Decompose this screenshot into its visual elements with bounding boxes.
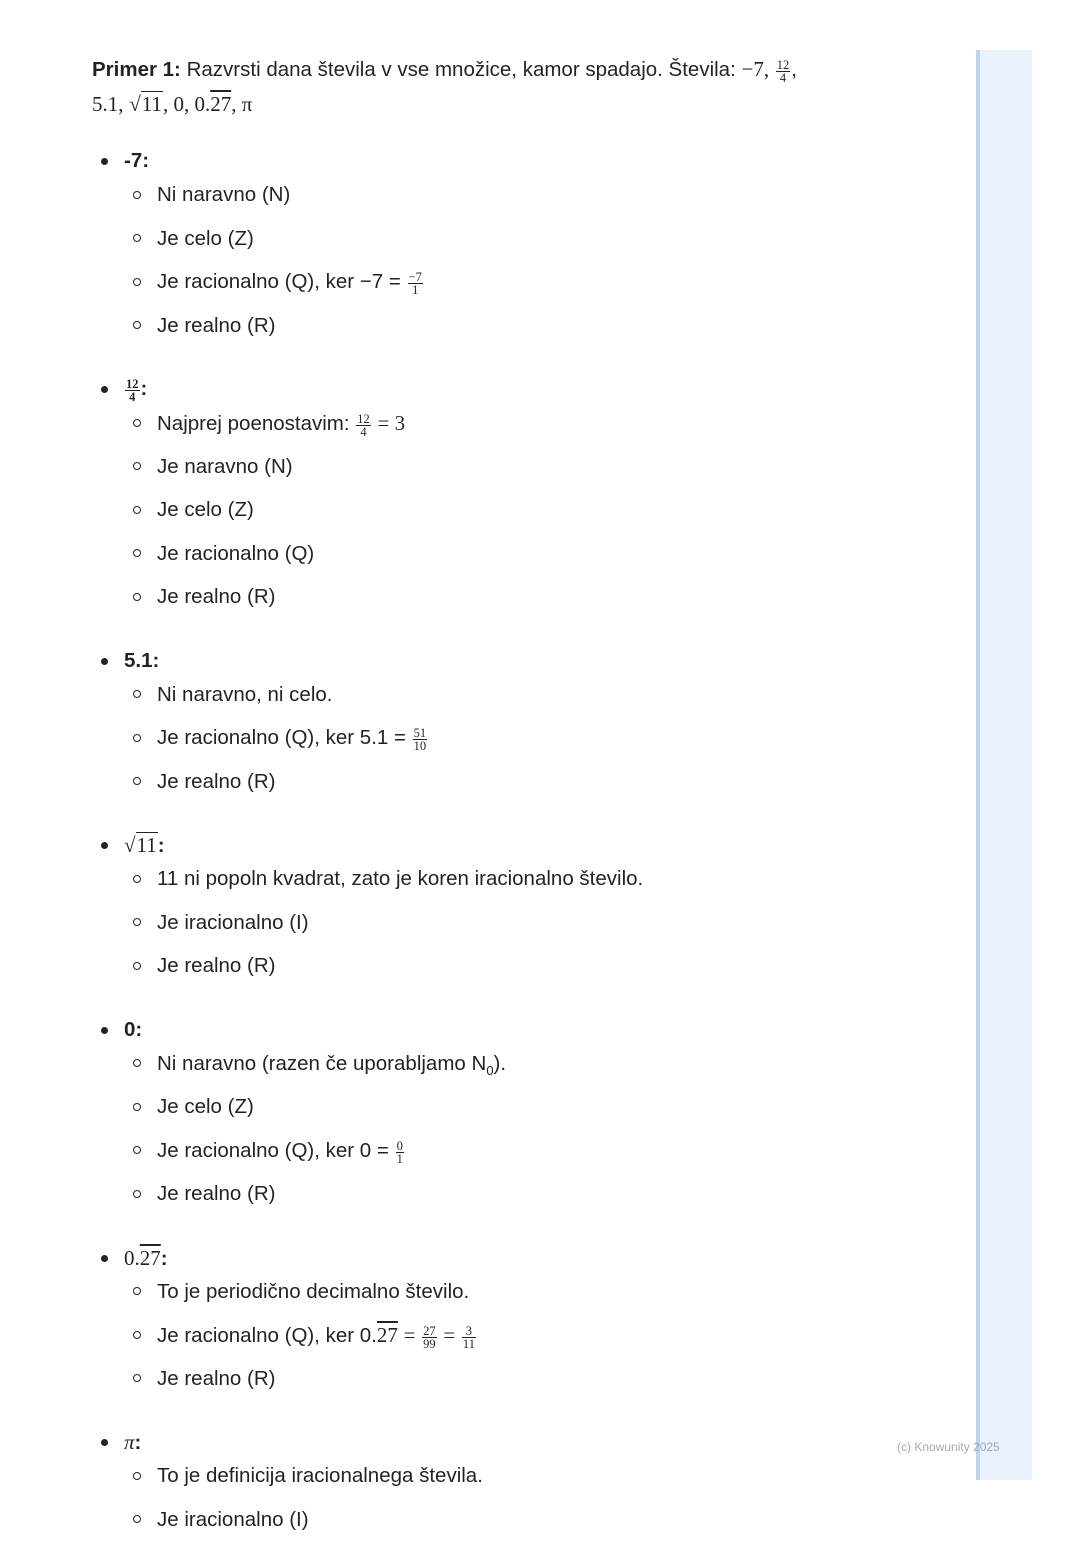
list-item	[92, 222, 952, 266]
list-item	[92, 1090, 952, 1134]
section-5-1	[92, 646, 952, 809]
item-text: Ni naravno (N)	[157, 183, 291, 206]
equals-sign: =	[443, 1323, 456, 1347]
section-12-over-4	[92, 374, 952, 624]
sqrt-11: √11	[129, 92, 162, 116]
fraction	[396, 1140, 404, 1165]
item-text: ).	[493, 1051, 507, 1075]
item-text: Je realno (R)	[157, 769, 276, 793]
item-text: Ni naravno (razen če uporabljamo N	[157, 1051, 487, 1075]
fraction-numerator: 12	[126, 377, 139, 391]
sqrt-radicand: 11	[141, 92, 162, 116]
list-item	[92, 178, 952, 222]
list-item	[92, 1459, 952, 1503]
item-text: Je celo (Z)	[157, 498, 254, 521]
sqrt-11: √11	[124, 833, 157, 857]
list-item	[92, 1177, 952, 1221]
item-math: = 3	[377, 411, 406, 435]
number-list-c: , 0, 0.	[162, 92, 211, 116]
repeating-digits: 27	[376, 1323, 398, 1347]
item-text: Je iracionalno (I)	[157, 1507, 309, 1531]
section-heading: 0.27:	[92, 1243, 952, 1273]
fraction-denominator: 99	[423, 1337, 436, 1351]
fraction-numerator: 27	[423, 1324, 436, 1338]
fraction-denominator: 10	[413, 739, 427, 753]
section-zero	[92, 1015, 952, 1221]
fraction	[356, 413, 371, 438]
section-pi	[92, 1427, 952, 1546]
decimal-prefix: 0.	[124, 1245, 140, 1270]
item-text: Je racionalno (Q)	[157, 541, 315, 565]
subscript: 0	[486, 1062, 494, 1078]
list-item	[92, 406, 952, 450]
list-item	[92, 721, 952, 765]
item-text: Je celo (Z)	[157, 226, 254, 250]
right-margin-panel	[976, 50, 1032, 1480]
fraction	[422, 1325, 437, 1350]
list-item	[92, 949, 952, 993]
repeating-digits: 27	[139, 1245, 161, 1270]
list-item	[92, 1275, 952, 1319]
item-text: Je racionalno (Q), ker 5.1 =	[157, 726, 406, 749]
list-item	[92, 1134, 952, 1178]
list-item	[92, 678, 952, 722]
item-text: Je realno (R)	[157, 1182, 276, 1205]
fraction-denominator: 1	[396, 1151, 403, 1166]
number-list-d: , π	[231, 92, 253, 116]
fraction-numerator: 12	[776, 58, 790, 72]
section-heading: $\frac{12}{4}$ :	[92, 374, 952, 404]
fraction-numerator: 0	[396, 1138, 403, 1153]
fraction	[408, 271, 423, 296]
list-item	[92, 309, 952, 353]
repeating-digits: 27	[210, 92, 232, 116]
fraction	[125, 378, 140, 403]
item-text: Je iracionalno (I)	[157, 910, 309, 934]
item-text: Ni naravno, ni celo.	[157, 682, 333, 706]
item-text: Je realno (R)	[157, 954, 276, 977]
section-heading: 0:	[92, 1015, 952, 1045]
equals-sign: =	[403, 1323, 416, 1347]
copyright-notice: (c) Knowunity 2025	[897, 1440, 1000, 1454]
list-item	[92, 493, 952, 537]
list-item	[92, 765, 952, 809]
fraction-denominator: 4	[129, 390, 136, 404]
section-heading: √11:	[92, 830, 952, 860]
list-item	[92, 265, 952, 309]
fraction-numerator: 3	[462, 1325, 476, 1338]
fraction-denominator: 11	[462, 1337, 475, 1351]
list-item	[92, 537, 952, 581]
sqrt-radicand: 11	[136, 833, 157, 857]
list-item	[92, 1047, 952, 1091]
item-text: Je racionalno (Q), ker 0.	[157, 1324, 377, 1347]
example-label: Primer 1:	[92, 58, 181, 81]
fraction-numerator: 12	[357, 412, 370, 426]
example-instruction: Razvrsti dana števila v vse množice, kamor spadajo. Števila:	[186, 58, 736, 81]
item-text: Je realno (R)	[157, 585, 276, 608]
item-text: Je racionalno (Q), ker 0 =	[157, 1138, 389, 1162]
fraction-numerator: 51	[413, 726, 427, 740]
number-list-a: −7,	[741, 57, 770, 81]
fraction-numerator: −7	[408, 270, 422, 284]
number-list-b: 5.1,	[92, 92, 124, 116]
item-text: Je celo (Z)	[157, 1095, 254, 1118]
document-content	[92, 52, 952, 1568]
item-text: To je definicija iracionalnega števila.	[157, 1464, 483, 1487]
list-item	[92, 1503, 952, 1547]
fraction	[413, 727, 428, 752]
section-sqrt-11	[92, 830, 952, 993]
list-item	[92, 1362, 952, 1406]
item-text: Je racionalno (Q), ker −7 =	[157, 270, 401, 293]
item-text: Je realno (R)	[157, 1366, 276, 1390]
item-text: 11 ni popoln kvadrat, zato je koren iracionalno število.	[157, 867, 644, 890]
list-item	[92, 450, 952, 494]
item-text: Je naravno (N)	[157, 454, 293, 478]
fraction	[462, 1325, 476, 1350]
list-item	[92, 906, 952, 950]
fraction-12-4	[776, 59, 791, 84]
section-minus-7	[92, 146, 952, 352]
fraction-denominator: 1	[412, 283, 419, 297]
item-text: Najprej poenostavim:	[157, 412, 350, 435]
item-text: To je periodično decimalno število.	[157, 1279, 470, 1303]
example-intro: Primer 1: Razvrsti dana števila v vse množice, kamor spadajo. Števila: −7, $\frac{12}{4}$ , 5.1, √11, 0, 0.27, π	[92, 57, 797, 116]
section-heading: π:	[92, 1427, 952, 1457]
list-item	[92, 862, 952, 906]
item-text: Je realno (R)	[157, 313, 276, 337]
list-item	[92, 1318, 952, 1362]
list-item	[92, 580, 952, 624]
fraction-denominator: 4	[779, 71, 787, 85]
section-repeating-decimal	[92, 1243, 952, 1406]
fraction-denominator: 4	[360, 425, 367, 439]
section-heading: 5.1:	[92, 646, 952, 676]
section-heading: -7:	[92, 146, 952, 176]
pi-symbol: π	[124, 1430, 135, 1454]
